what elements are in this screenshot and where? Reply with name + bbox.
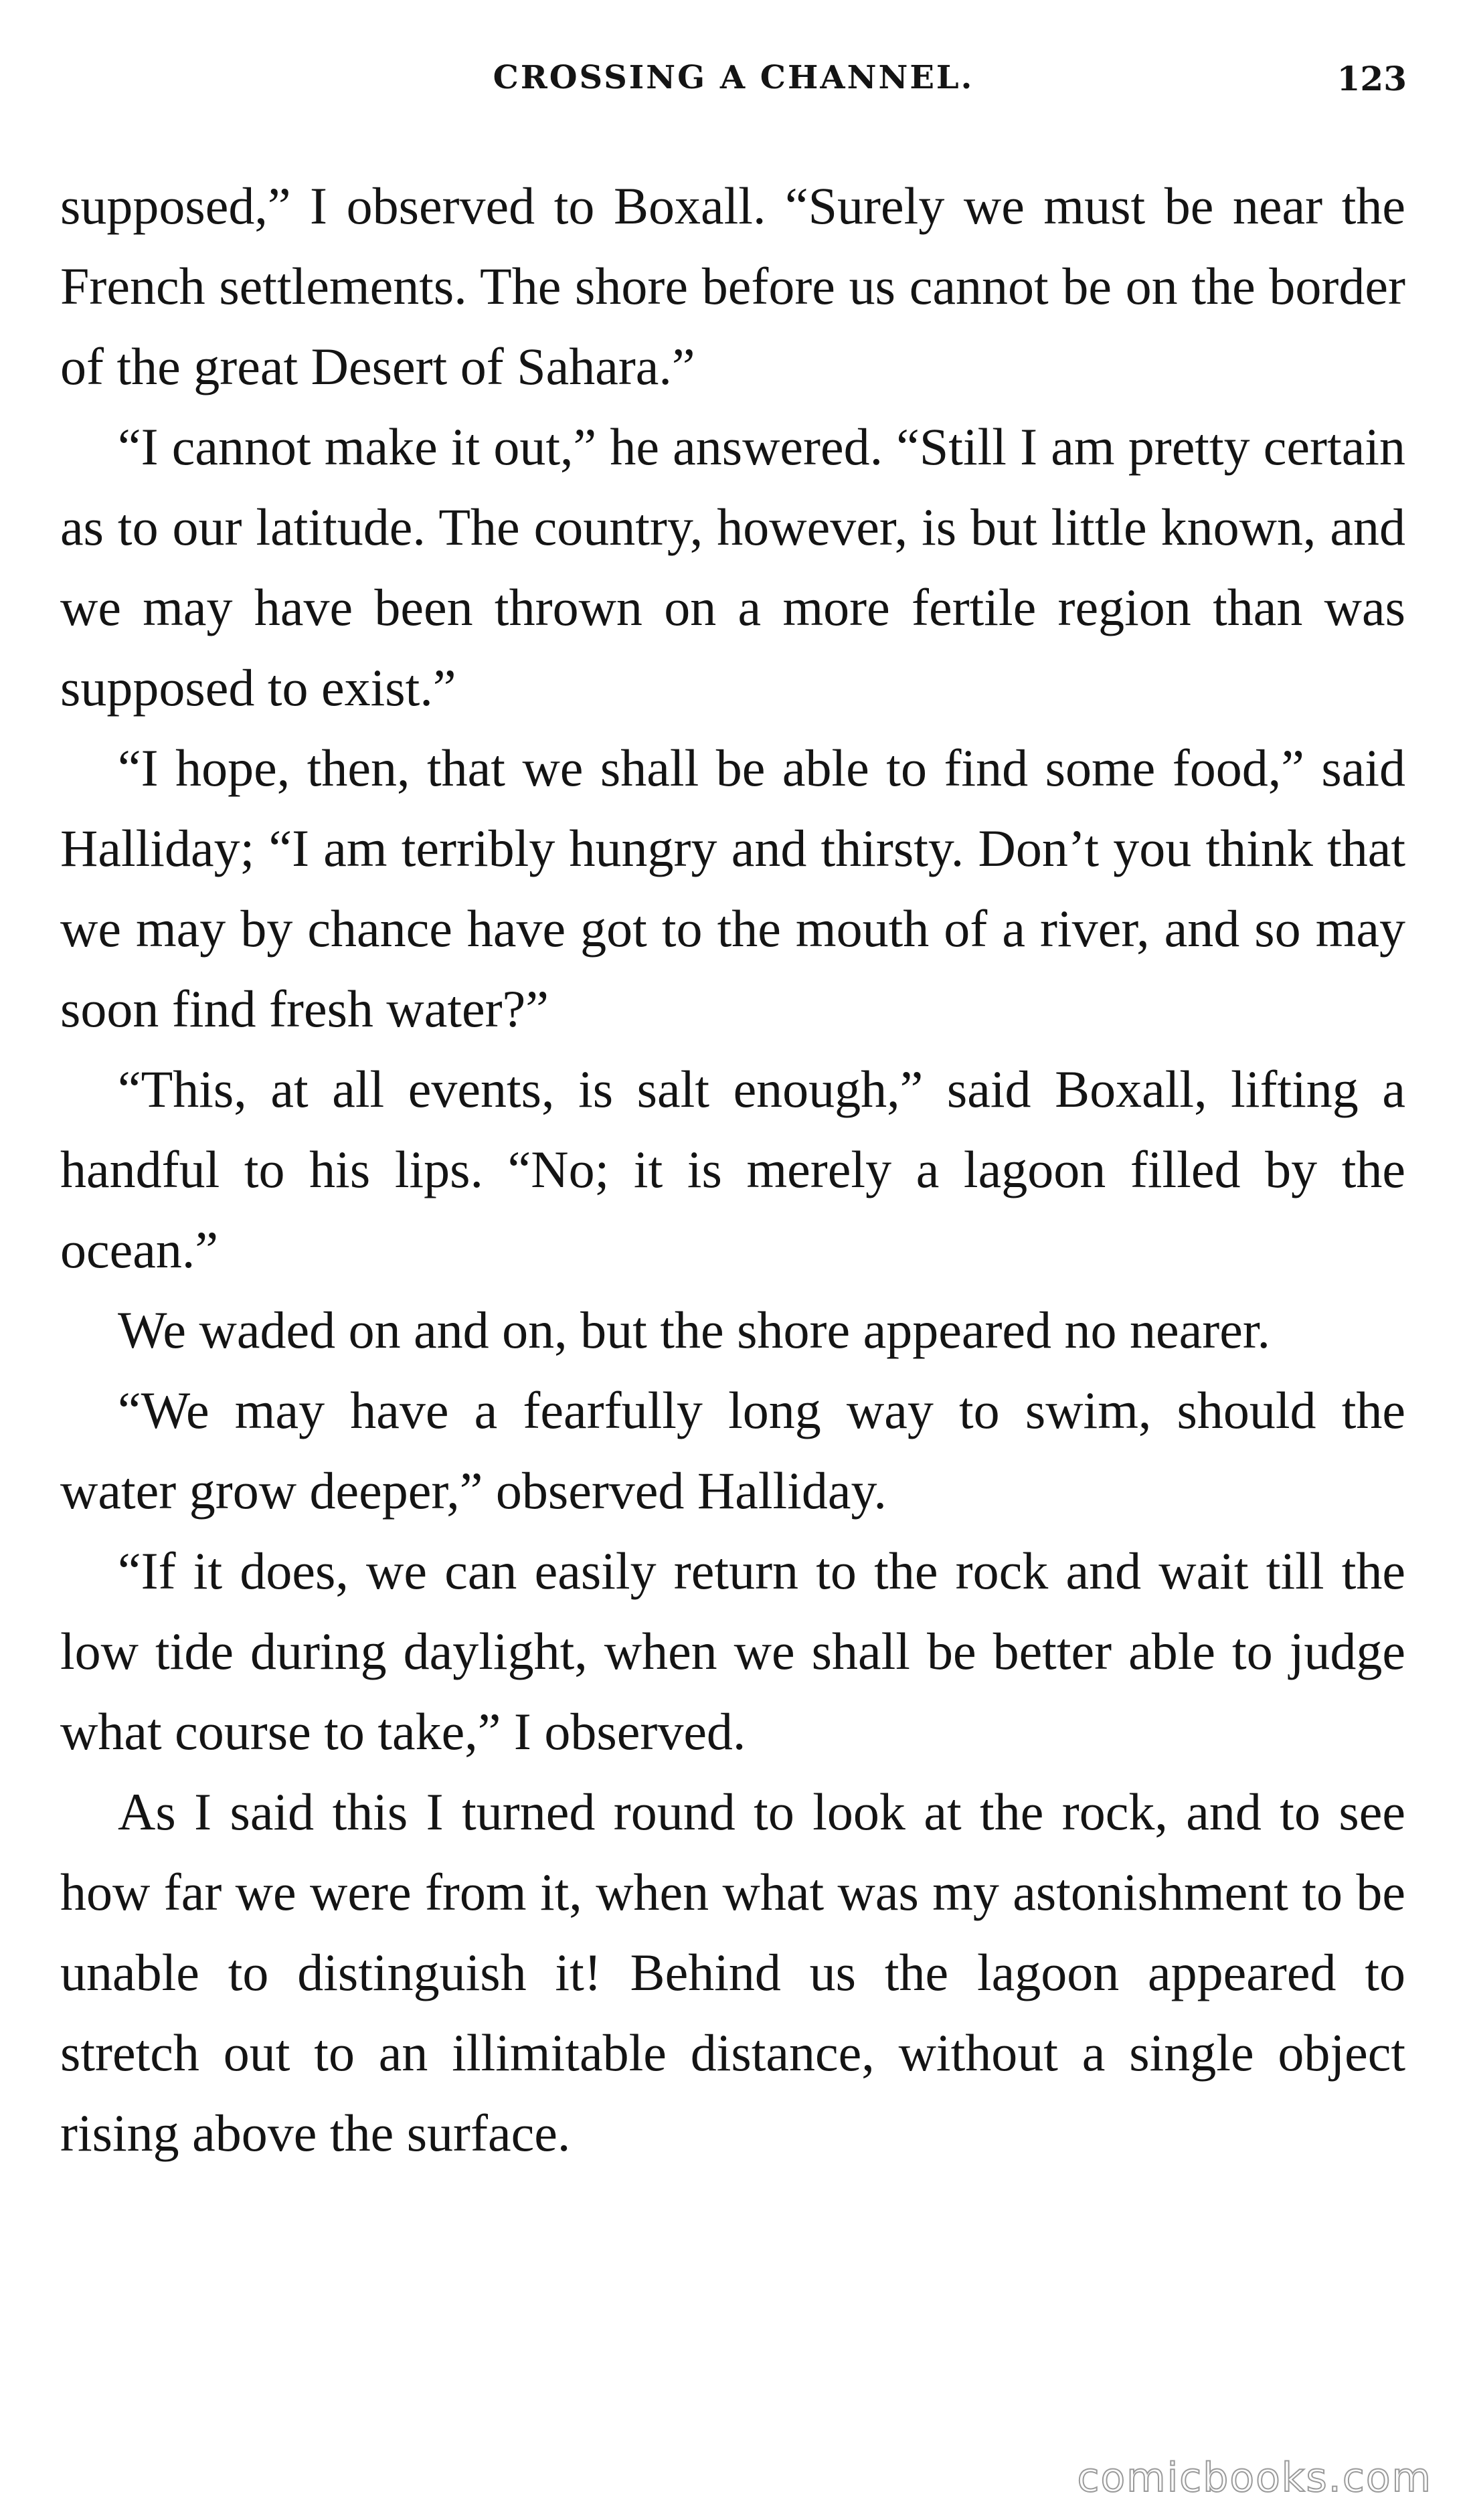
watermark: comicbooks.com: [1077, 2454, 1432, 2501]
page-number: 123: [1336, 59, 1407, 98]
paragraph: We waded on and on, but the shore appeared no nearer.: [118, 1301, 1271, 1359]
paragraph: “This, at all events, is salt enough,” said Boxall, lifting a handful to his lips. “No; it is merely a lagoon filled by the ocean.”: [60, 1060, 1405, 1279]
paragraph: “We may have a fearfully long way to swim, should the water grow deeper,” observed Halliday.: [60, 1381, 1405, 1520]
body-text: [60, 166, 1405, 2173]
paragraph: “I hope, then, that we shall be able to find some food,” said Halliday; “I am terribly hungry and thirsty. Don’t you think that we may by chance have got to the mouth of a river, and so may soon find fresh water?”: [60, 739, 1405, 1038]
chapter-title: CROSSING A CHANNEL.: [493, 59, 974, 96]
paragraph: As I said this I turned round to look at the rock, and to see how far we were from it, when what was my astonishment to be unable to distinguish it! Behind us the lagoon appeared to stretch out to an illimitable distance, without a single object rising above the surface.: [60, 1783, 1405, 2162]
running-head: [60, 59, 1407, 119]
paragraph: supposed,” I observed to Boxall. “Surely we must be near the French settlements. The shore before us cannot be on the border of the great Desert of Sahara.”: [60, 177, 1405, 395]
paragraph: “I cannot make it out,” he answered. “Still I am pretty certain as to our latitude. The country, however, is but little known, and we may have been thrown on a more fertile region than was supposed to exist.”: [60, 418, 1405, 717]
paragraph: “If it does, we can easily return to the rock and wait till the low tide during daylight, when we shall be better able to judge what course to take,” I observed.: [60, 1542, 1405, 1761]
